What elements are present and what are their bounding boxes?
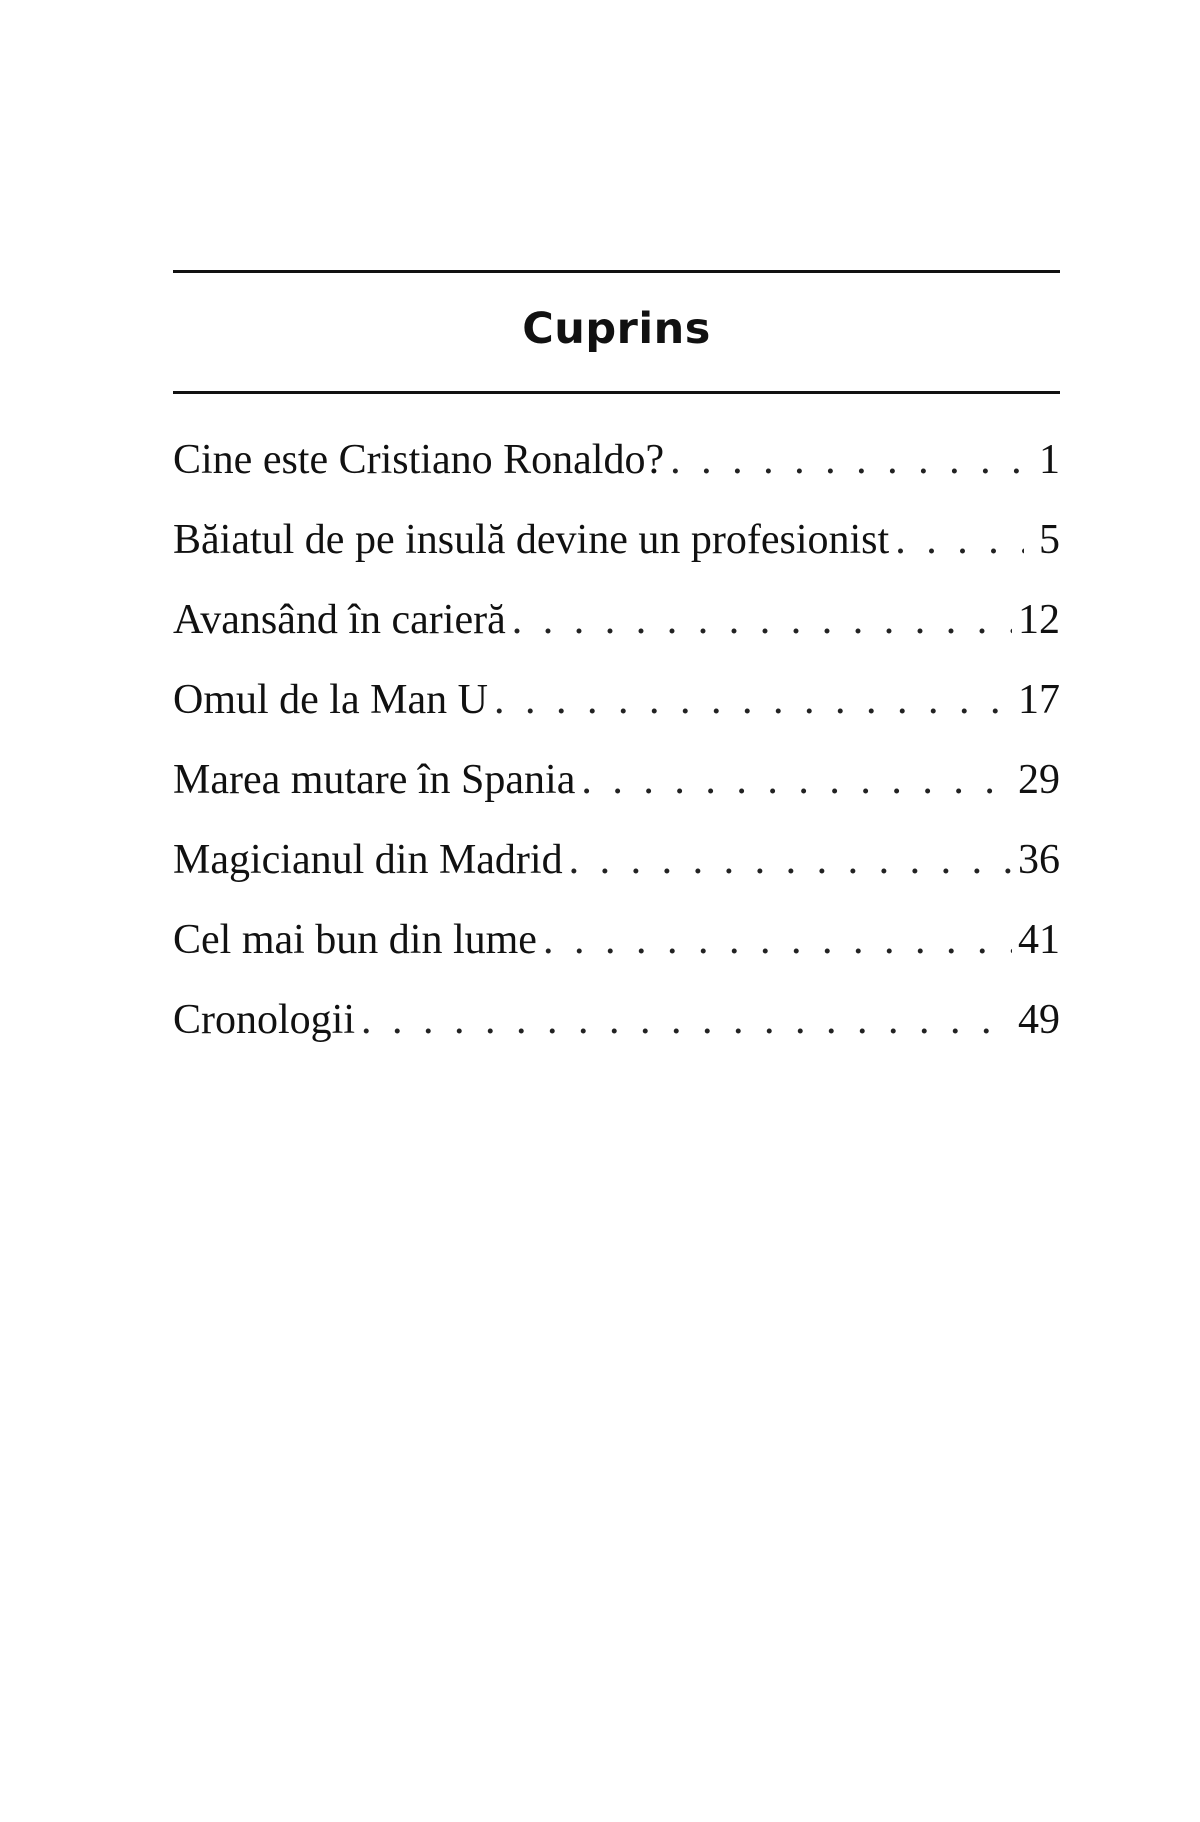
toc-entry-title: Magicianul din Madrid bbox=[173, 837, 563, 883]
dot-leader bbox=[494, 660, 1012, 740]
toc-entry-page: 5 bbox=[1039, 517, 1060, 563]
toc-entry-title: Avansând în carieră bbox=[173, 597, 506, 643]
toc-entries bbox=[173, 420, 1060, 1060]
dot-leader bbox=[361, 980, 1012, 1060]
toc-entry-page: 17 bbox=[1018, 677, 1060, 723]
toc-entry-page: 12 bbox=[1018, 597, 1060, 643]
toc-entry bbox=[173, 980, 1060, 1060]
toc-entry-page: 36 bbox=[1018, 837, 1060, 883]
toc-entry-page: 1 bbox=[1039, 437, 1060, 483]
toc-entry-title: Cronologii bbox=[173, 997, 356, 1043]
toc-entry-title: Cine este Cristiano Ronaldo? bbox=[173, 437, 665, 483]
toc-entry bbox=[173, 820, 1060, 900]
toc-entry-title: Marea mutare în Spania bbox=[173, 757, 576, 803]
dot-leader bbox=[670, 420, 1024, 500]
toc-entry-page: 49 bbox=[1018, 997, 1060, 1043]
toc-entry-title: Cel mai bun din lume bbox=[173, 917, 537, 963]
dot-leader bbox=[581, 740, 1012, 820]
toc-entry-page: 29 bbox=[1018, 757, 1060, 803]
toc-entry-page: 41 bbox=[1018, 917, 1060, 963]
dot-leader bbox=[512, 580, 1012, 660]
table-of-contents bbox=[173, 270, 1060, 1060]
dot-leader bbox=[543, 900, 1012, 980]
toc-entry bbox=[173, 900, 1060, 980]
toc-entry-title: Băiatul de pe insulă devine un profesionist bbox=[173, 517, 890, 563]
toc-entry bbox=[173, 660, 1060, 740]
dot-leader bbox=[569, 820, 1012, 900]
page-title: Cuprins bbox=[522, 304, 711, 354]
toc-entry-title: Omul de la Man U bbox=[173, 677, 488, 723]
toc-entry bbox=[173, 420, 1060, 500]
heading-row bbox=[173, 273, 1060, 391]
bottom-rule bbox=[173, 391, 1060, 394]
toc-entry bbox=[173, 580, 1060, 660]
dot-leader bbox=[895, 500, 1024, 580]
toc-entry bbox=[173, 740, 1060, 820]
toc-entry bbox=[173, 500, 1060, 580]
